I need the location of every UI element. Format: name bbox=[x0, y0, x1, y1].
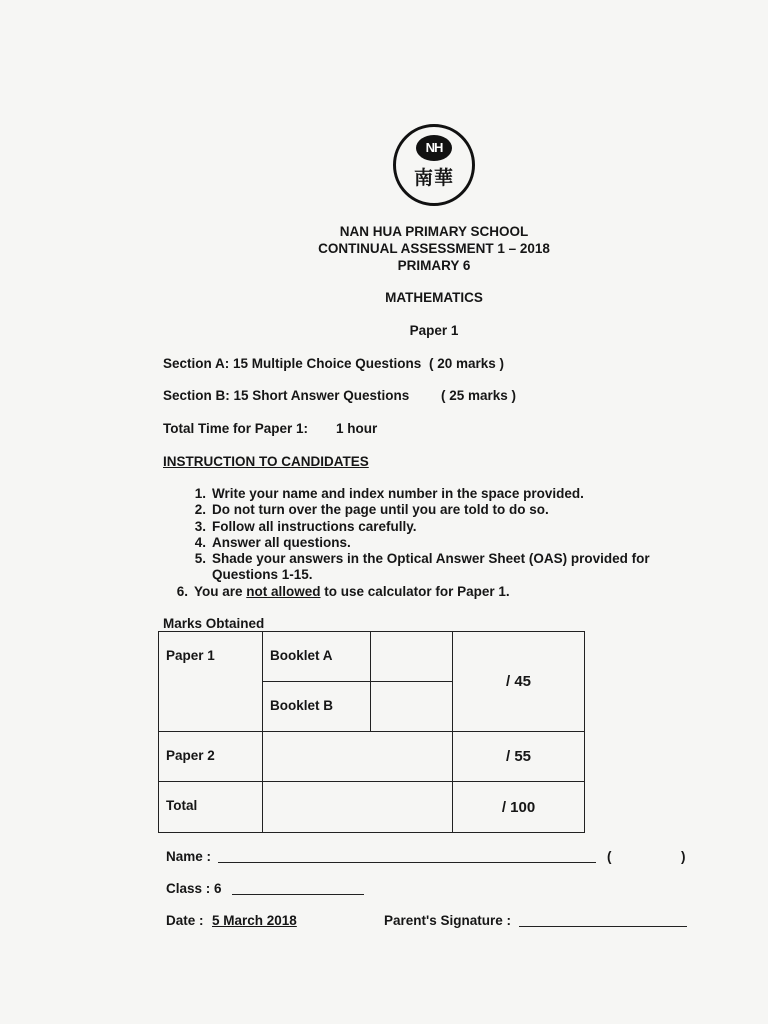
booklet-b-cell bbox=[263, 682, 371, 732]
signature-field[interactable] bbox=[519, 926, 687, 927]
logo-badge: NH bbox=[416, 135, 452, 161]
date-label: Date : bbox=[166, 913, 204, 928]
paper2-cell bbox=[159, 732, 263, 782]
list-item bbox=[186, 486, 706, 502]
index-paren-close: ) bbox=[681, 849, 686, 864]
paper1-label: Paper 1 bbox=[166, 648, 215, 663]
time-label: Total Time for Paper 1: bbox=[163, 421, 309, 436]
section-a-marks: ( 20 marks ) bbox=[429, 356, 505, 371]
marks-title: Marks Obtained bbox=[163, 616, 265, 631]
class-field[interactable] bbox=[232, 894, 364, 895]
section-b-label: Section B: 15 Short Answer Questions bbox=[163, 388, 410, 403]
list-item bbox=[186, 535, 706, 551]
paper2-label: Paper 2 bbox=[166, 748, 215, 763]
list-item-number: 4. bbox=[194, 534, 206, 550]
logo-chinese-text: 南華 bbox=[413, 167, 454, 189]
list-item bbox=[168, 584, 706, 600]
item6-post: to use calculator for Paper 1. bbox=[324, 583, 510, 599]
instructions-title: INSTRUCTION TO CANDIDATES bbox=[163, 454, 369, 469]
date-value: 5 March 2018 bbox=[212, 913, 297, 928]
total-cell bbox=[159, 782, 263, 833]
signature-label: Parent's Signature : bbox=[384, 913, 511, 928]
booklet-a-score bbox=[371, 632, 453, 682]
time-value: 1 hour bbox=[336, 421, 378, 436]
list-item-number: 6. bbox=[176, 583, 188, 599]
name-label: Name : bbox=[166, 849, 212, 864]
paper2-total: / 55 bbox=[453, 732, 585, 782]
list-item-number: 5. bbox=[194, 551, 206, 567]
section-b-marks: ( 25 marks ) bbox=[441, 388, 517, 403]
list-item bbox=[186, 551, 706, 584]
marks-table bbox=[158, 631, 585, 833]
booklet-a-label: Booklet A bbox=[270, 648, 333, 663]
item6-pre: You are bbox=[194, 583, 243, 599]
list-item-text: Do not turn over the page until you are told to do so. bbox=[212, 502, 549, 518]
booklet-b-score bbox=[371, 682, 453, 732]
level-title: PRIMARY 6 bbox=[397, 258, 471, 273]
subject-title: MATHEMATICS bbox=[385, 290, 483, 305]
school-logo bbox=[393, 124, 475, 206]
instructions-list bbox=[176, 486, 706, 600]
paper1-cell bbox=[159, 632, 263, 732]
booklet-a-cell bbox=[263, 632, 371, 682]
paper2-score bbox=[263, 732, 453, 782]
total-label: Total bbox=[166, 798, 198, 813]
class-label: Class : 6 bbox=[166, 881, 222, 896]
list-item-number: 2. bbox=[194, 502, 206, 518]
list-item-text: Follow all instructions carefully. bbox=[212, 518, 417, 534]
list-item-number: 1. bbox=[194, 486, 206, 501]
assessment-title: CONTINUAL ASSESSMENT 1 – 2018 bbox=[318, 241, 550, 256]
list-item-text bbox=[194, 584, 706, 600]
list-item-number: 3. bbox=[194, 518, 206, 534]
name-field[interactable] bbox=[218, 862, 596, 863]
item6-underlined: not allowed bbox=[246, 583, 321, 599]
list-item bbox=[186, 502, 706, 518]
booklet-b-label: Booklet B bbox=[270, 698, 334, 713]
school-name: NAN HUA PRIMARY SCHOOL bbox=[339, 224, 529, 239]
list-item-text: Shade your answers in the Optical Answer Sheet (OAS) provided for Questions 1-15. bbox=[212, 551, 650, 583]
paper1-total: / 45 bbox=[453, 632, 585, 732]
list-item-text: Answer all questions. bbox=[212, 534, 351, 550]
list-item-text: Write your name and index number in the space provided. bbox=[212, 486, 584, 501]
section-a-label: Section A: 15 Multiple Choice Questions bbox=[163, 356, 422, 371]
index-paren-open: ( bbox=[607, 849, 612, 864]
total-score bbox=[263, 782, 453, 833]
list-item bbox=[186, 519, 706, 535]
grand-total: / 100 bbox=[453, 782, 585, 833]
paper-title: Paper 1 bbox=[409, 323, 459, 338]
